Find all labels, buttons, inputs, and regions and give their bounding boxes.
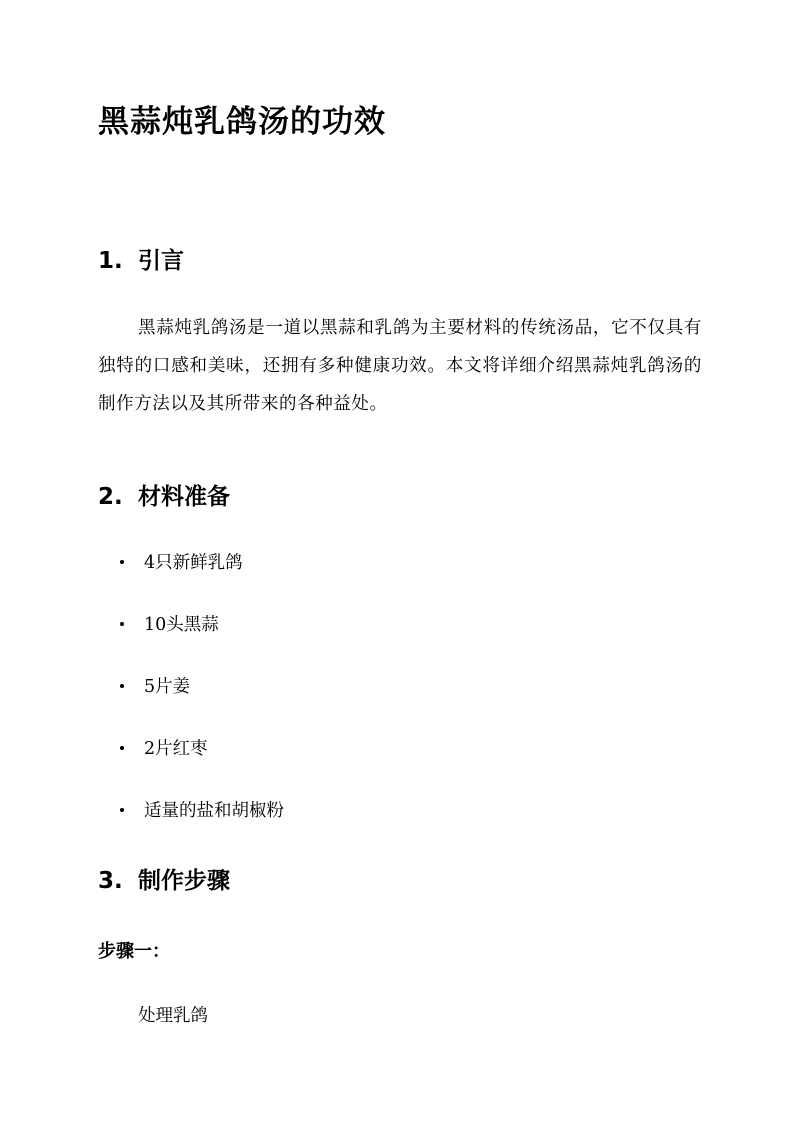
list-item (98, 793, 284, 855)
list-item (98, 669, 284, 731)
list-item-text: 5片姜 (144, 677, 191, 697)
section-heading-materials (98, 478, 230, 511)
document-title: 黑蒜炖乳鸽汤的功效 (98, 104, 386, 140)
list-item (98, 731, 284, 793)
step-text: 处理乳鸽 (138, 1006, 208, 1026)
section-title: 制作步骤 (138, 868, 230, 894)
list-item-text: 2片红枣 (144, 739, 208, 759)
list-item (98, 607, 284, 669)
list-item-text: 4只新鲜乳鸽 (144, 553, 243, 573)
section-title: 引言 (138, 248, 184, 274)
section-number: 1. (98, 248, 123, 274)
bullet-icon (120, 622, 124, 626)
list-item (98, 545, 284, 607)
bullet-icon (120, 746, 124, 750)
intro-paragraph: 黑蒜炖乳鸽汤是一道以黑蒜和乳鸽为主要材料的传统汤品，它不仅具有独特的口感和美味，还拥有多种健康功效。本文将详细介绍黑蒜炖乳鸽汤的制作方法以及其所带来的各种益处。 (98, 318, 702, 414)
section-heading-intro (98, 242, 184, 275)
list-item-text: 适量的盐和胡椒粉 (144, 801, 284, 821)
bullet-icon (120, 684, 124, 688)
section-number: 2. (98, 484, 123, 510)
section-heading-steps (98, 862, 230, 895)
step-label: 步骤一： (98, 941, 170, 962)
bullet-icon (120, 560, 124, 564)
bullet-icon (120, 808, 124, 812)
materials-list (98, 545, 284, 855)
list-item-text: 10头黑蒜 (144, 615, 219, 635)
section-title: 材料准备 (138, 484, 230, 510)
section-number: 3. (98, 868, 123, 894)
